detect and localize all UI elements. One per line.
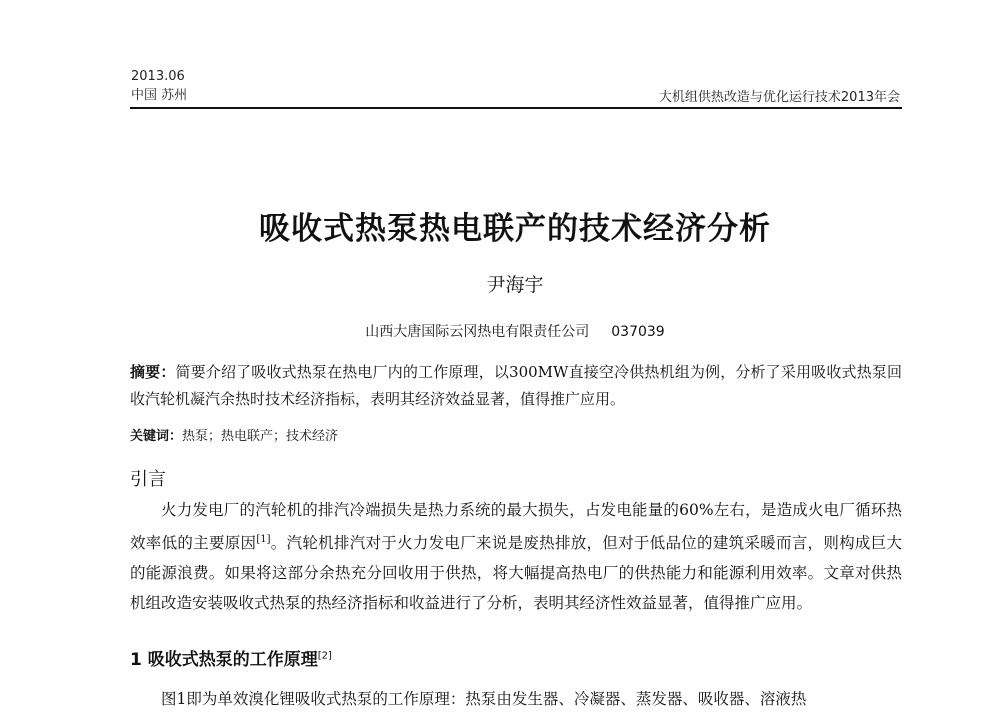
paper-author: 尹海宇 — [486, 274, 544, 296]
header-rule — [130, 107, 902, 109]
running-header-left — [131, 67, 187, 105]
section-1-title: 1 吸收式热泵的工作原理 — [130, 650, 318, 670]
header-conference: 大机组供热改造与优化运行技术2013年会 — [658, 90, 900, 105]
citation-ref-2: [2] — [317, 650, 332, 662]
header-date: 2013.06 — [131, 69, 185, 84]
affiliation-name: 山西大唐国际云冈热电有限责任公司 — [365, 324, 590, 340]
section-1-paragraph: 图1即为单效溴化锂吸收式热泵的工作原理：热泵由发生器、冷凝器、蒸发器、吸收器、溶液热 — [161, 690, 807, 708]
intro-text-part1: 火力发电厂的汽轮机的排汽冷端损失是热力系统的最大损失，占发电能量的60%左右，是造成火电厂循环热效率低的主要原因 — [130, 501, 902, 553]
citation-ref-1: [1] — [256, 534, 271, 545]
keywords — [130, 425, 338, 444]
intro-text-part2: 。汽轮机排汽对于火力发电厂来说是废热排放，但对于低品位的建筑采暖而言，则构成巨大的能源浪费。如果将这部分余热充分回收用于供热，将大幅提高热电厂的供热能力和能源利用效率。文章对供热机组改造安装吸收式热泵的热经济指标和收益进行了分析，表明其经济性效益显著，值得推广应用。 — [130, 534, 902, 613]
section-heading-intro: 引言 — [130, 469, 166, 490]
keywords-text: 热泵；热电联产；技术经济 — [182, 429, 339, 444]
keywords-label: 关键词： — [130, 429, 183, 444]
header-location: 中国 苏州 — [131, 88, 188, 103]
intro-paragraph — [130, 495, 902, 618]
section-heading-1 — [130, 645, 332, 670]
affiliation-postcode: 037039 — [611, 324, 665, 340]
paper-title: 吸收式热泵热电联产的技术经济分析 — [259, 211, 771, 247]
abstract-text: 简要介绍了吸收式热泵在热电厂内的工作原理，以300MW直接空冷供热机组为例，分析了采用吸收式热泵回收汽轮机凝汽余热时技术经济指标，表明其经济效益显著，值得推广应用。 — [130, 363, 902, 408]
abstract — [130, 359, 902, 413]
abstract-label: 摘要： — [130, 363, 176, 381]
author-affiliation — [0, 321, 1000, 341]
